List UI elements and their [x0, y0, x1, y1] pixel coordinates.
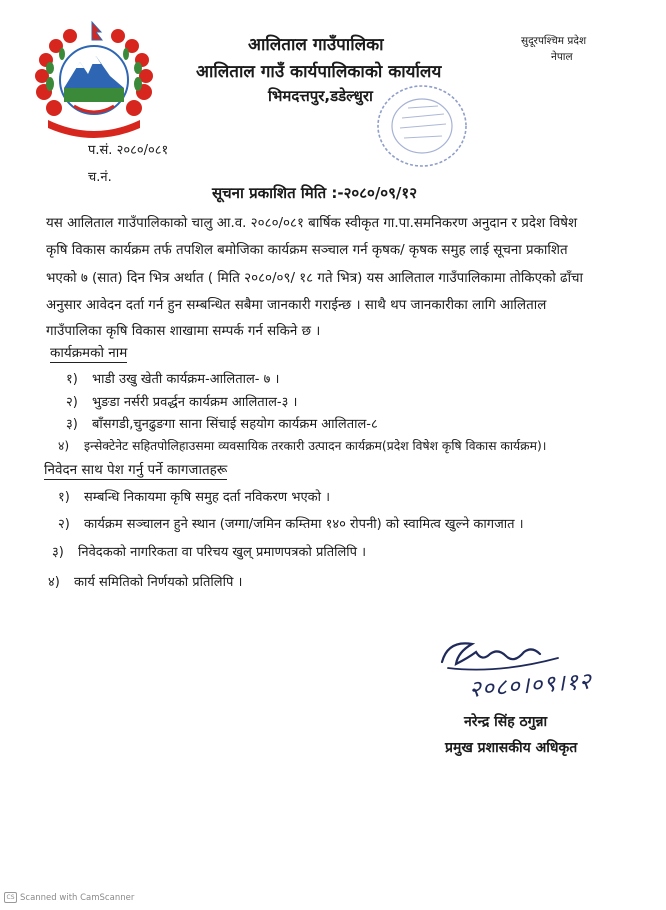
body-line: गाउँपालिका कृषि विकास शाखामा सम्पर्क गर्न सकिने छ ।: [46, 324, 321, 339]
item-text: इन्सेक्टेनेट सहितपोलिहाउसमा व्यवसायिक तरकारी उत्पादन कार्यक्रम(प्रदेश विषेश कृषि विकास कार्यक्रम)।: [84, 439, 547, 453]
item-number: १): [66, 372, 78, 387]
program-item: [66, 392, 297, 410]
signer-name: नरेन्द्र सिंह ठगुन्ना: [464, 714, 548, 730]
signature-date: २०८०।०९।१२: [468, 668, 593, 704]
documents-heading: निवेदन साथ पेश गर्नु पर्ने कागजातहरू: [44, 462, 228, 478]
program-item: [58, 437, 546, 454]
item-number: २): [66, 395, 78, 410]
scanner-watermark: [4, 892, 134, 903]
body-line: भएको ७ (सात) दिन भित्र अर्थात ( मिति २०८०/०९/ १८ गते भित्र) यस आलिताल गाउँपालिकामा तोकिएको ढाँचा: [46, 271, 584, 286]
nepal-government-emblem: [30, 20, 158, 138]
item-text: सम्बन्धि निकायमा कृषि समुह दर्ता नविकरण भएको ।: [84, 490, 331, 505]
item-number: ३): [52, 545, 64, 560]
body-line: कृषि विकास कार्यक्रम तर्फ तपशिल बमोजिका कार्यक्रम सञ्चाल गर्न कृषक/ कृषक समुह लाई सूचना प्रकाशित: [46, 243, 568, 258]
document-item: [58, 514, 524, 532]
item-number: ४): [48, 575, 60, 590]
document-item: [58, 487, 330, 505]
item-text: कार्य समितिको निर्णयको प्रतिलिपि ।: [74, 575, 243, 590]
programs-heading: कार्यक्रमको नाम: [50, 345, 128, 361]
province-label: सुदूरपश्चिम प्रदेश: [521, 35, 587, 47]
body-line: अनुसार आवेदन दर्ता गर्न हुन सम्बन्धित सबैमा जानकारी गराईन्छ । साथै थप जानकारीका लागि आलिताल: [46, 298, 547, 313]
item-number: २): [58, 517, 70, 532]
document-item: [52, 542, 366, 560]
item-number: ३): [66, 417, 78, 432]
item-text: कार्यक्रम सञ्चालन हुने स्थान (जग्गा/जमिन कम्तिमा १४० रोपनी) को स्वामित्व खुल्ने कागजात ।: [84, 517, 524, 532]
item-text: निवेदकको नागरिकता वा परिचय खुल् प्रमाणपत्रको प्रतिलिपि ।: [78, 545, 367, 560]
dispatch-number: च.नं.: [88, 170, 112, 185]
watermark-text: Scanned with CamScanner: [20, 893, 135, 903]
camscanner-icon: CS: [4, 892, 17, 903]
country-label: नेपाल: [551, 51, 573, 63]
program-item: [66, 369, 279, 387]
item-number: ४): [58, 439, 70, 453]
item-text: भुङडा नर्सरी प्रवर्द्धन कार्यक्रम आलिताल-३ ।: [92, 395, 298, 410]
item-text: भाडी उखु खेती कार्यक्रम-आलिताल- ७ ।: [92, 372, 280, 387]
office-subtitle: आलिताल गाउँ कार्यपालिकाको कार्यालय: [196, 62, 442, 82]
item-number: १): [58, 490, 70, 505]
office-stamp: [372, 78, 474, 174]
notice-date: सूचना प्रकाशित मिति :-२०८०/०९/१२: [212, 184, 417, 202]
office-name: आलिताल गाउँपालिका: [248, 35, 384, 55]
letter-reference-number: प.सं. २०८०/०८१: [88, 143, 169, 158]
document-item: [48, 572, 242, 590]
office-address: भिमदत्तपुर,डडेल्धुरा: [268, 87, 373, 105]
item-text: बाँसगडी,चुनढुङगा साना सिंचाई सहयोग कार्यक्रम आलिताल-८: [92, 417, 378, 432]
signer-title: प्रमुख प्रशासकीय अधिकृत: [445, 740, 578, 756]
body-line: यस आलिताल गाउँपालिकाको चालु आ.व. २०८०/०८१ बार्षिक स्वीकृत गा.पा.समनिकरण अनुदान र प्रदेश विषेश: [46, 216, 578, 231]
program-item: [66, 414, 378, 432]
